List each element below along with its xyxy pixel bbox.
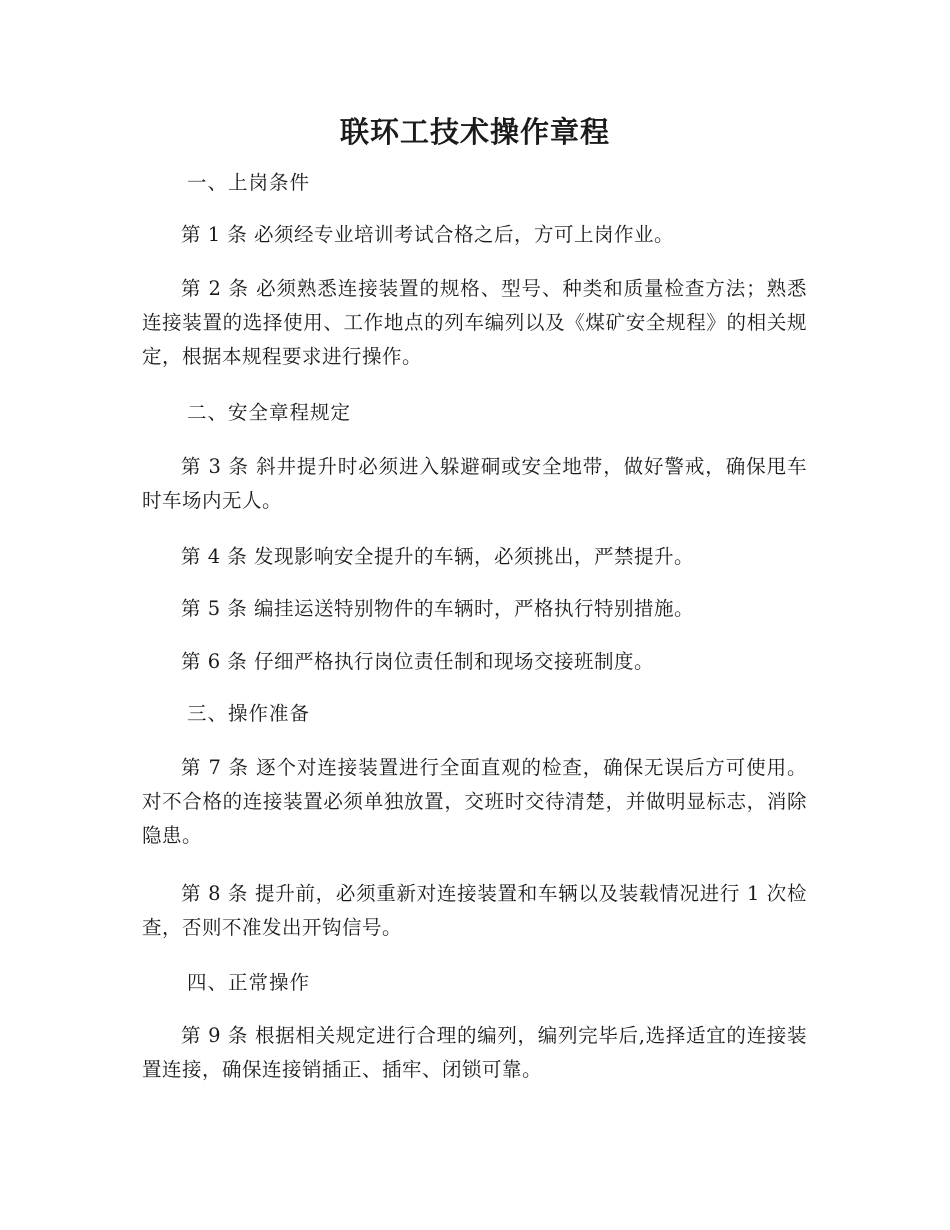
article-paragraph: 第 1 条 必须经专业培训考试合格之后，方可上岗作业。 [181,223,675,246]
section-heading: 三、操作准备 [187,702,311,725]
article-paragraph: 第 5 条 编挂运送特别物件的车辆时，严格执行特别措施。 [181,597,695,620]
article-paragraph: 第 9 条 根据相关规定进行合理的编列，编列完毕后,选择适宜的连接装置连接，确保连接销插正、插牢、闭锁可靠。 [142,1024,807,1081]
article-paragraph: 第 8 条 提升前，必须重新对连接装置和车辆以及装载情况进行 1 次检查，否则不准发出开钩信号。 [142,882,807,939]
article-paragraph: 第 3 条 斜井提升时必须进入躲避硐或安全地带，做好警戒，确保甩车时车场内无人。 [142,455,807,512]
section-heading: 二、安全章程规定 [187,401,352,424]
article-paragraph: 第 2 条 必须熟悉连接装置的规格、型号、种类和质量检查方法；熟悉连接装置的选择使用、工作地点的列车编列以及《煤矿安全规程》的相关规定，根据本规程要求进行操作。 [142,277,807,368]
article-paragraph: 第 4 条 发现影响安全提升的车辆，必须挑出，严禁提升。 [181,545,695,568]
document-title: 联环工技术操作章程 [339,115,610,149]
article-paragraph: 第 7 条 逐个对连接装置进行全面直观的检查，确保无误后方可使用。对不合格的连接装置必须单独放置，交班时交待清楚，并做明显标志，消除隐患。 [142,756,807,847]
section-heading: 一、上岗条件 [187,171,311,194]
article-paragraph: 第 6 条 仔细严格执行岗位责任制和现场交接班制度。 [181,650,655,673]
section-heading: 四、正常操作 [187,971,311,994]
